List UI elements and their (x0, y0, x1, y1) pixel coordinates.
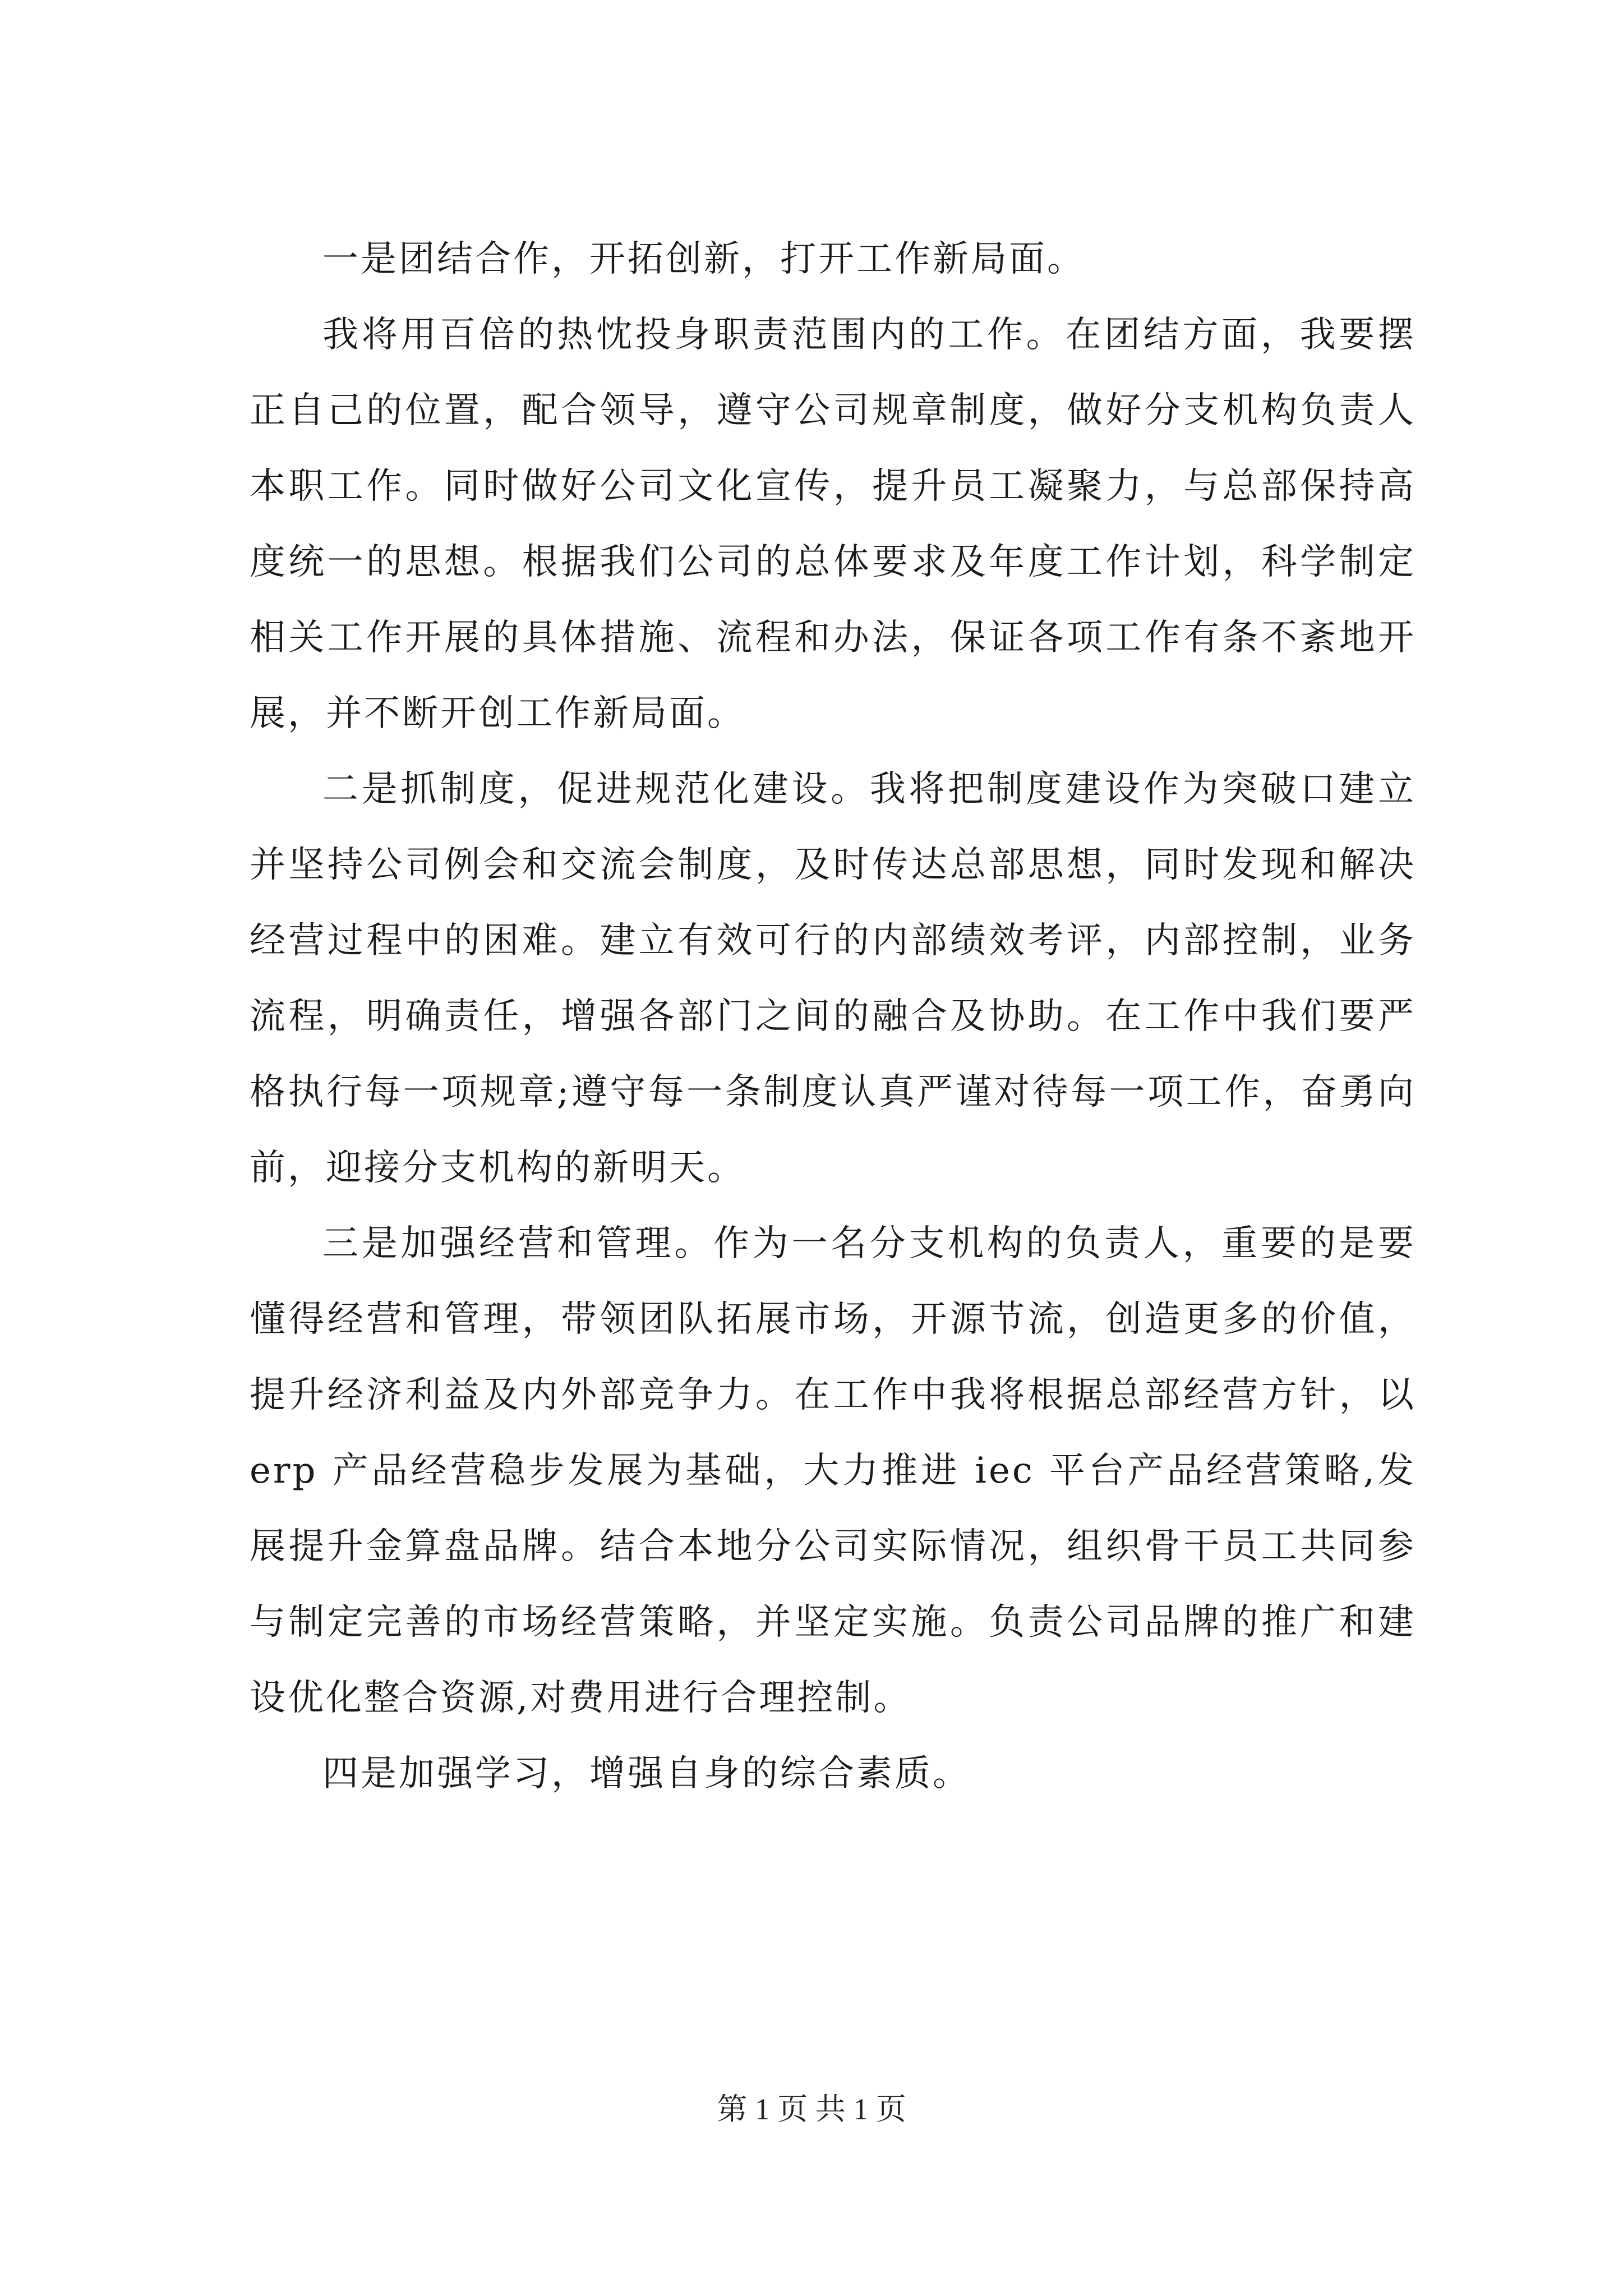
page-footer: 第 1 页 共 1 页 (717, 2092, 906, 2126)
paragraph-2: 我将用百倍的热忱投身职责范围内的工作。在团结方面，我要摆正自己的位置，配合领导，遵守公司规章制度，做好分支机构负责人本职工作。同时做好公司文化宣传，提升员工凝聚力，与总部保持高度统一的思想。根据我们公司的总体要求及年度工作计划，科学制定相关工作开展的具体措施、流程和办法，保证各项工作有条不紊地开展，并不断开创工作新局面。 (250, 314, 1416, 734)
document-body (250, 222, 1416, 1812)
paragraph-3: 二是抓制度，促进规范化建设。我将把制度建设作为突破口建立并坚持公司例会和交流会制度，及时传达总部思想，同时发现和解决经营过程中的困难。建立有效可行的内部绩效考评，内部控制，业务流程，明确责任，增强各部门之间的融合及协助。在工作中我们要严格执行每一项规章;遵守每一条制度认真严谨对待每一项工作，奋勇向前，迎接分支机构的新明天。 (250, 769, 1416, 1189)
paragraph-5: 四是加强学习，增强自身的综合素质。 (322, 1753, 971, 1795)
paragraph-4: 三是加强经营和管理。作为一名分支机构的负责人，重要的是要懂得经营和管理，带领团队拓展市场，开源节流，创造更多的价值，提升经济利益及内外部竞争力。在工作中我将根据总部经营方针，以 erp 产品经营稳步发展为基础，大力推进 iec 平台产品经营策略,发展提升金算盘品牌。结合本地分公司实际情况，组织骨干员工共同参与制定完善的市场经营策略，并坚定实施。负责公司品牌的推广和建设优化整合资源,对费用进行合理控制。 (250, 1223, 1416, 1719)
paragraph-1: 一是团结合作，开拓创新，打开工作新局面。 (322, 238, 1085, 280)
